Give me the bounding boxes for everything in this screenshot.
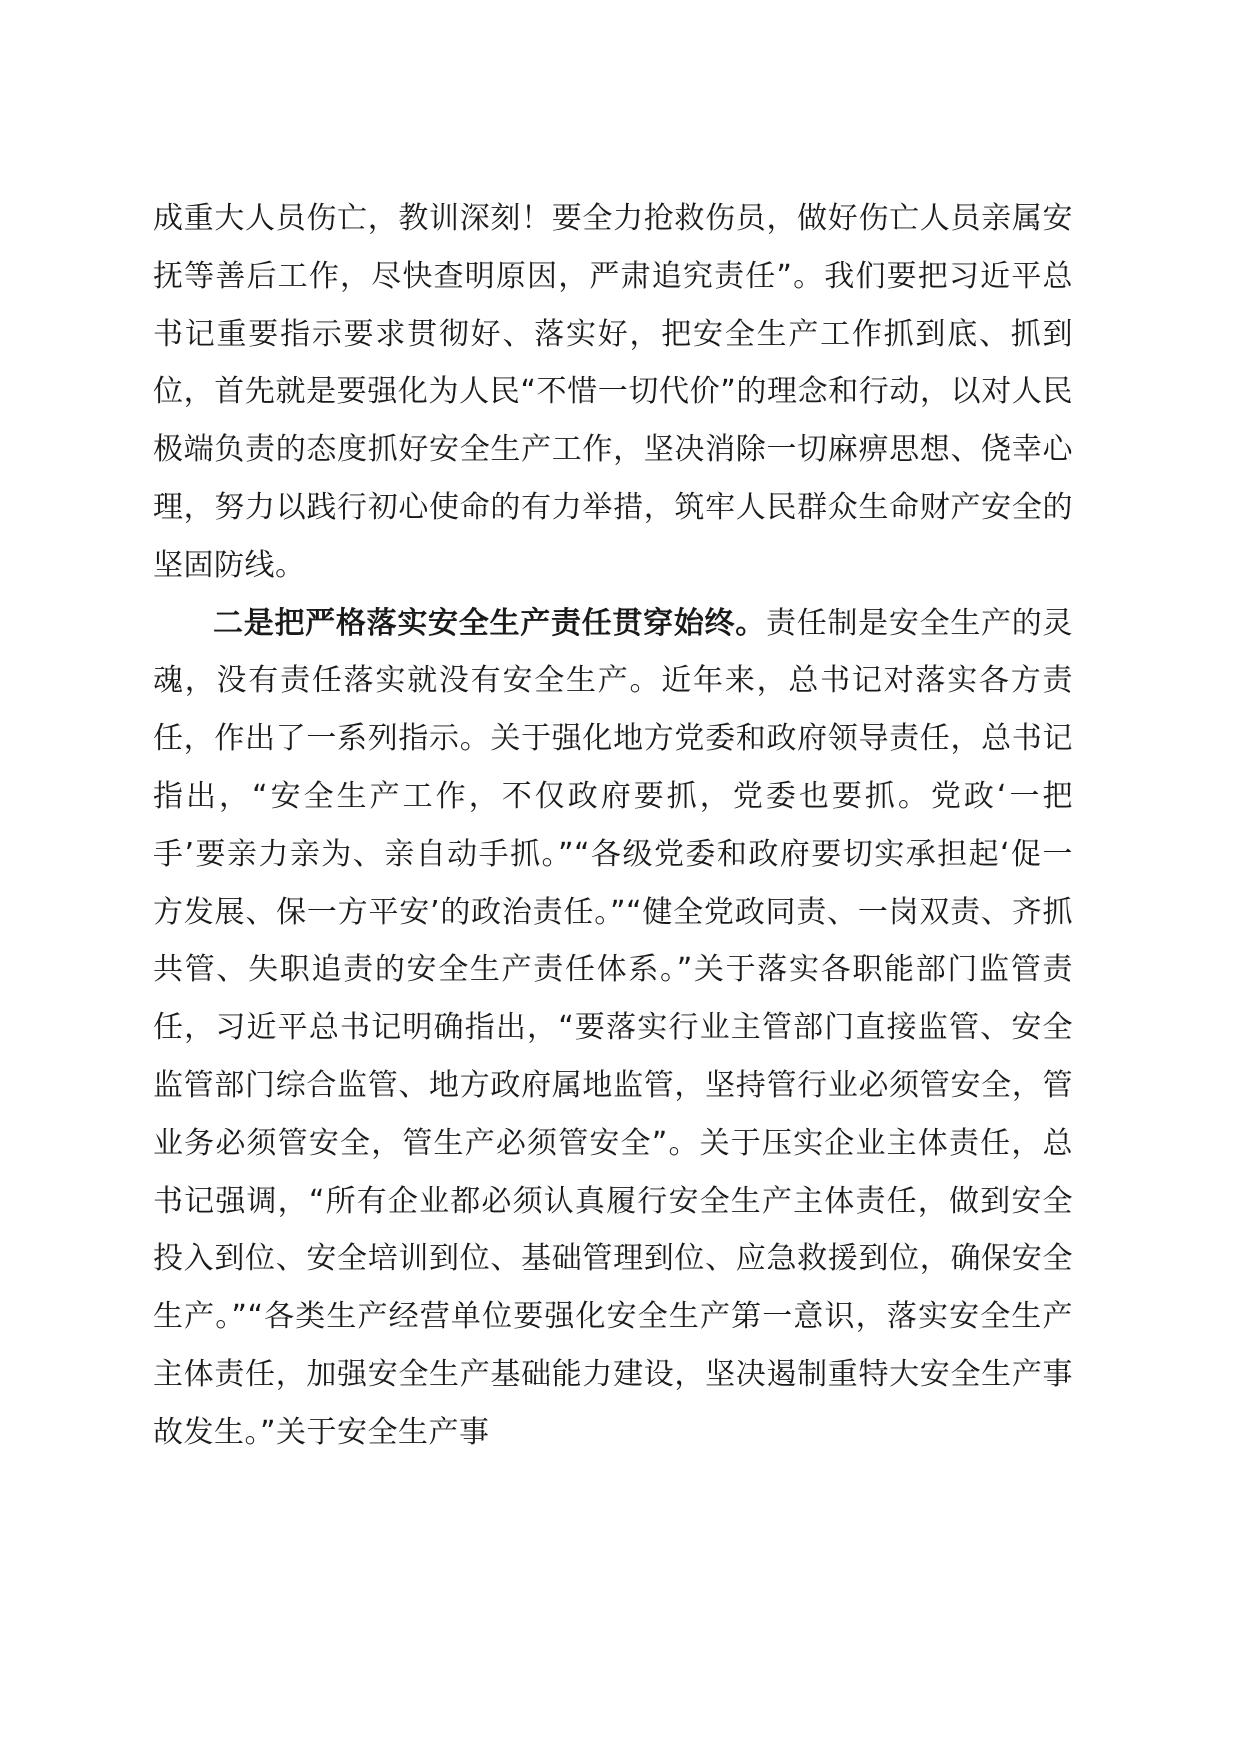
paragraph-2	[153, 595, 1073, 1462]
paragraph-1: 成重大人员伤亡，教训深刻！要全力抢救伤员，做好伤亡人员亲属安抚等善后工作，尽快查明原因，严肃追究责任”。我们要把习近平总书记重要指示要求贯彻好、落实好，把安全生产工作抓到底、抓到位，首先就是要强化为人民“不惜一切代价”的理念和行动，以对人民极端负责的态度抓好安全生产工作，坚决消除一切麻痹思想、侥幸心理，努力以践行初心使命的有力举措，筑牢人民群众生命财产安全的坚固防线。	[153, 201, 1073, 583]
body-text	[153, 190, 1073, 1462]
paragraph-2-body: 责任制是安全生产的灵魂，没有责任落实就没有安全生产。近年来，总书记对落实各方责任，作出了一系列指示。关于强化地方党委和政府领导责任，总书记指出，“安全生产工作，不仅政府要抓，党委也要抓。党政‘一把手’要亲力亲为、亲自动手抓。”“各级党委和政府要切实承担起‘促一方发展、保一方平安’的政治责任。”“健全党政同责、一岗双责、齐抓共管、失职追责的安全生产责任体系。”关于落实各职能部门监管责任，习近平总书记明确指出，“要落实行业主管部门直接监管、安全监管部门综合监管、地方政府属地监管，坚持管行业必须管安全，管业务必须管安全，管生产必须管安全”。关于压实企业主体责任，总书记强调，“所有企业都必须认真履行安全生产主体责任，做到安全投入到位、安全培训到位、基础管理到位、应急救援到位，确保安全生产。”“各类生产经营单位要强化安全生产第一意识，落实安全生产主体责任，加强安全生产基础能力建设，坚决遏制重特大安全生产事故发生。”关于安全生产事	[153, 605, 1073, 1450]
paragraph-2-heading: 二是把严格落实安全生产责任贯穿始终。	[213, 605, 766, 641]
